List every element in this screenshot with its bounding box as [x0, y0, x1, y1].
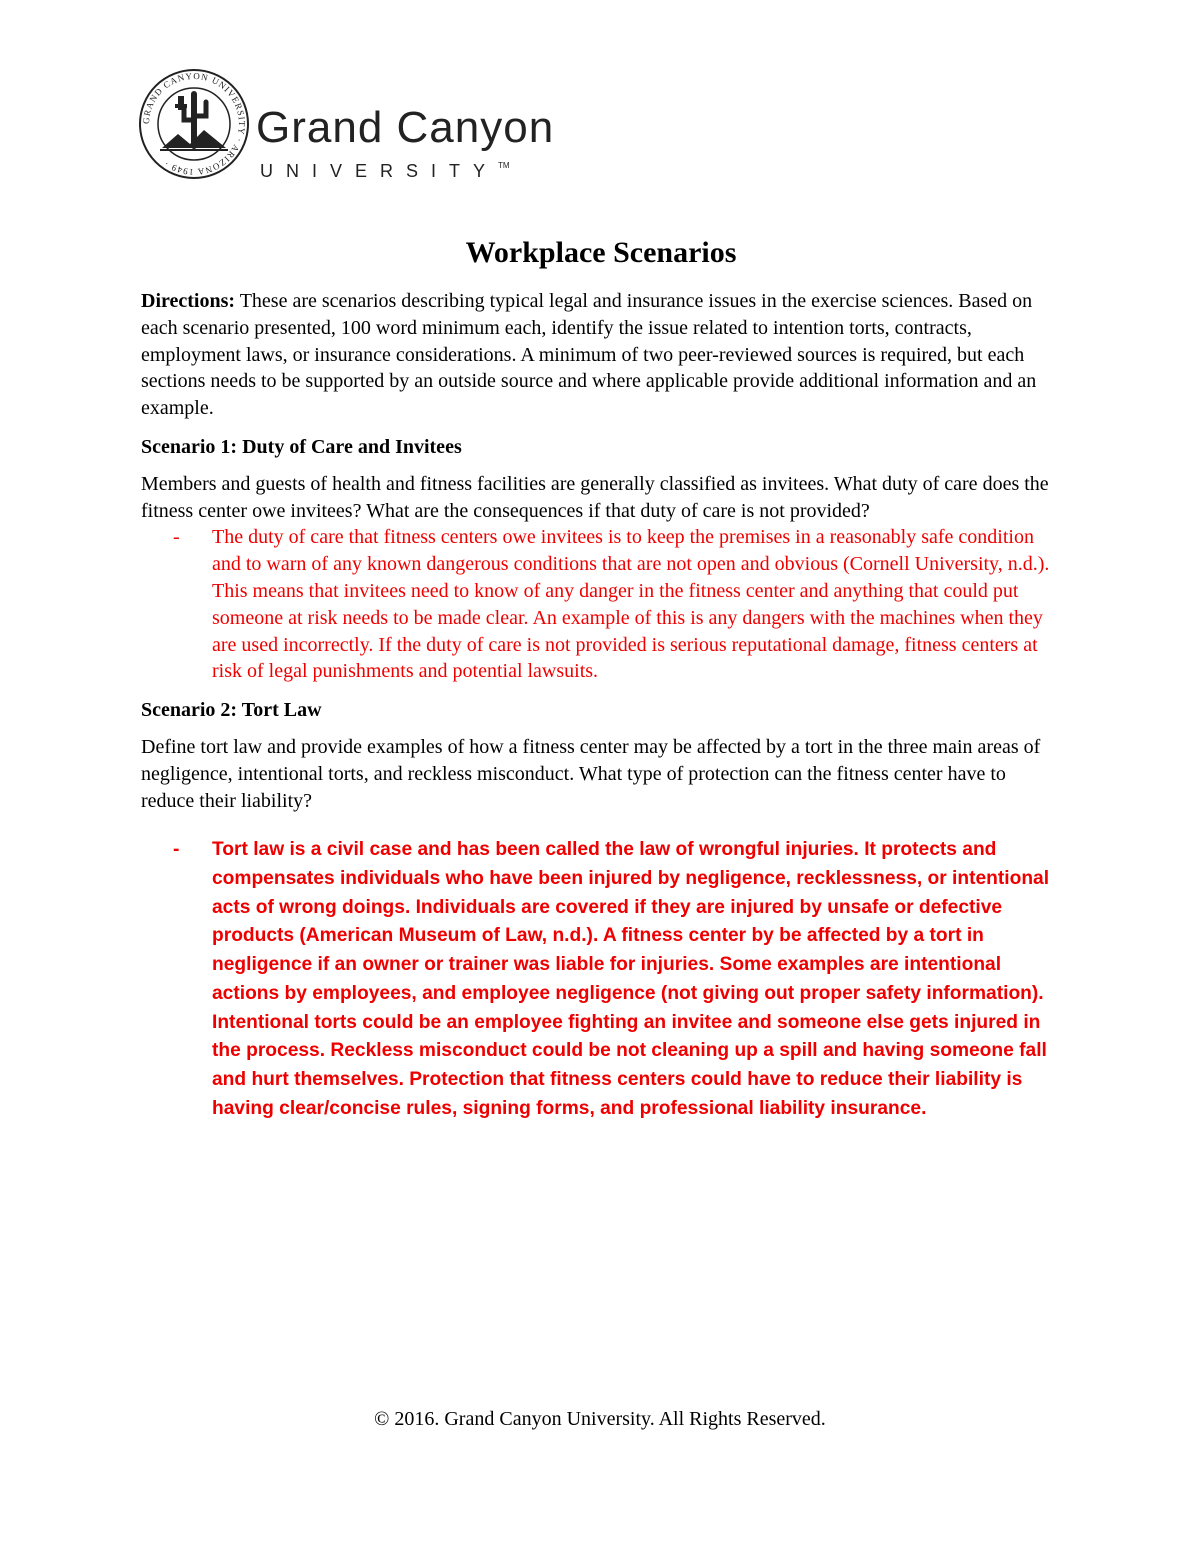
scenario-1-heading: Scenario 1: Duty of Care and Invitees	[141, 435, 462, 458]
scenario-2-answer	[141, 836, 1061, 1123]
scenario-1-question: Members and guests of health and fitness facilities are generally classified as invitees. What duty of care does the fitness center owe invitees? What are the consequences if that duty of care is not provided?	[141, 472, 1049, 522]
document-title: Workplace Scenarios	[465, 236, 737, 269]
directions-label: Directions:	[141, 290, 236, 312]
logo-subtitle: UNIVERSITY™	[260, 161, 510, 181]
directions-text: These are scenarios describing typical legal and insurance issues in the exercise sciences. Based on each scenario presented, 100 word minimum each, identify the issue related to intention torts, contracts, employment laws, or insurance considerations. A minimum of two peer-reviewed sources is required, but each sections needs to be supported by an outside source and where applicable provide additional information and an example.	[141, 290, 1037, 420]
scenario-1-answer	[141, 524, 1061, 685]
scenario-2-answer-list	[141, 836, 1061, 1123]
scenario-2-answer-text: Tort law is a civil case and has been called the law of wrongful injuries. It protects and compensates individuals who have been injured by negligence, recklessness, or intentional acts of wrong doings. Individuals are covered if they are injured by unsafe or defective products (American Museum of Law, n.d.). A fitness center by be affected by a tort in negligence if an owner or trainer was liable for injuries. Some examples are intentional actions by employees, and employee negligence (not giving out proper safety information). Intentional torts could be an employee fighting an invitee and someone else gets injured in the process. Reckless misconduct could be not cleaning up a spill and having someone fall and hurt themselves. Protection that fitness centers could have to reduce their liability is having clear/concise rules, signing forms, and professional liability insurance.	[212, 839, 1050, 1119]
scenario-2-heading: Scenario 2: Tort Law	[141, 699, 322, 722]
scenario-1-answer-list	[141, 524, 1061, 685]
directions-paragraph	[141, 288, 1061, 422]
university-seal-icon	[138, 68, 250, 180]
bullet-dash: -	[173, 526, 180, 549]
bullet-dash: -	[173, 839, 180, 861]
university-logo	[138, 68, 618, 181]
copyright-footer: © 2016. Grand Canyon University. All Rights Reserved.	[374, 1408, 826, 1430]
scenario-1-answer-text: The duty of care that fitness centers owe invitees is to keep the premises in a reasonably safe condition and to warn of any known dangerous conditions that are not open and obvious (Cornell University, n.d.). This means that invitees need to know of any danger in the fitness center and anything that could put someone at risk needs to be made clear. An example of this is any dangers with the machines when they are used incorrectly. If the duty of care is not provided is serious reputational damage, fitness centers at risk of legal punishments and potential lawsuits.	[212, 526, 1050, 683]
svg-text:GRAND CANYON UNIVERSITY · ARIZ: GRAND CANYON UNIVERSITY · ARIZONA 1949 ·	[140, 70, 248, 178]
document-body	[141, 232, 1061, 1123]
scenario-2-question: Define tort law and provide examples of how a fitness center may be affected by a tort in the three main areas of negligence, intentional torts, and reckless misconduct. What type of protection can the fitness center have to reduce their liability?	[141, 735, 1041, 812]
trademark-mark: TM	[498, 161, 510, 170]
logo-wordmark: Grand Canyon	[256, 103, 555, 152]
